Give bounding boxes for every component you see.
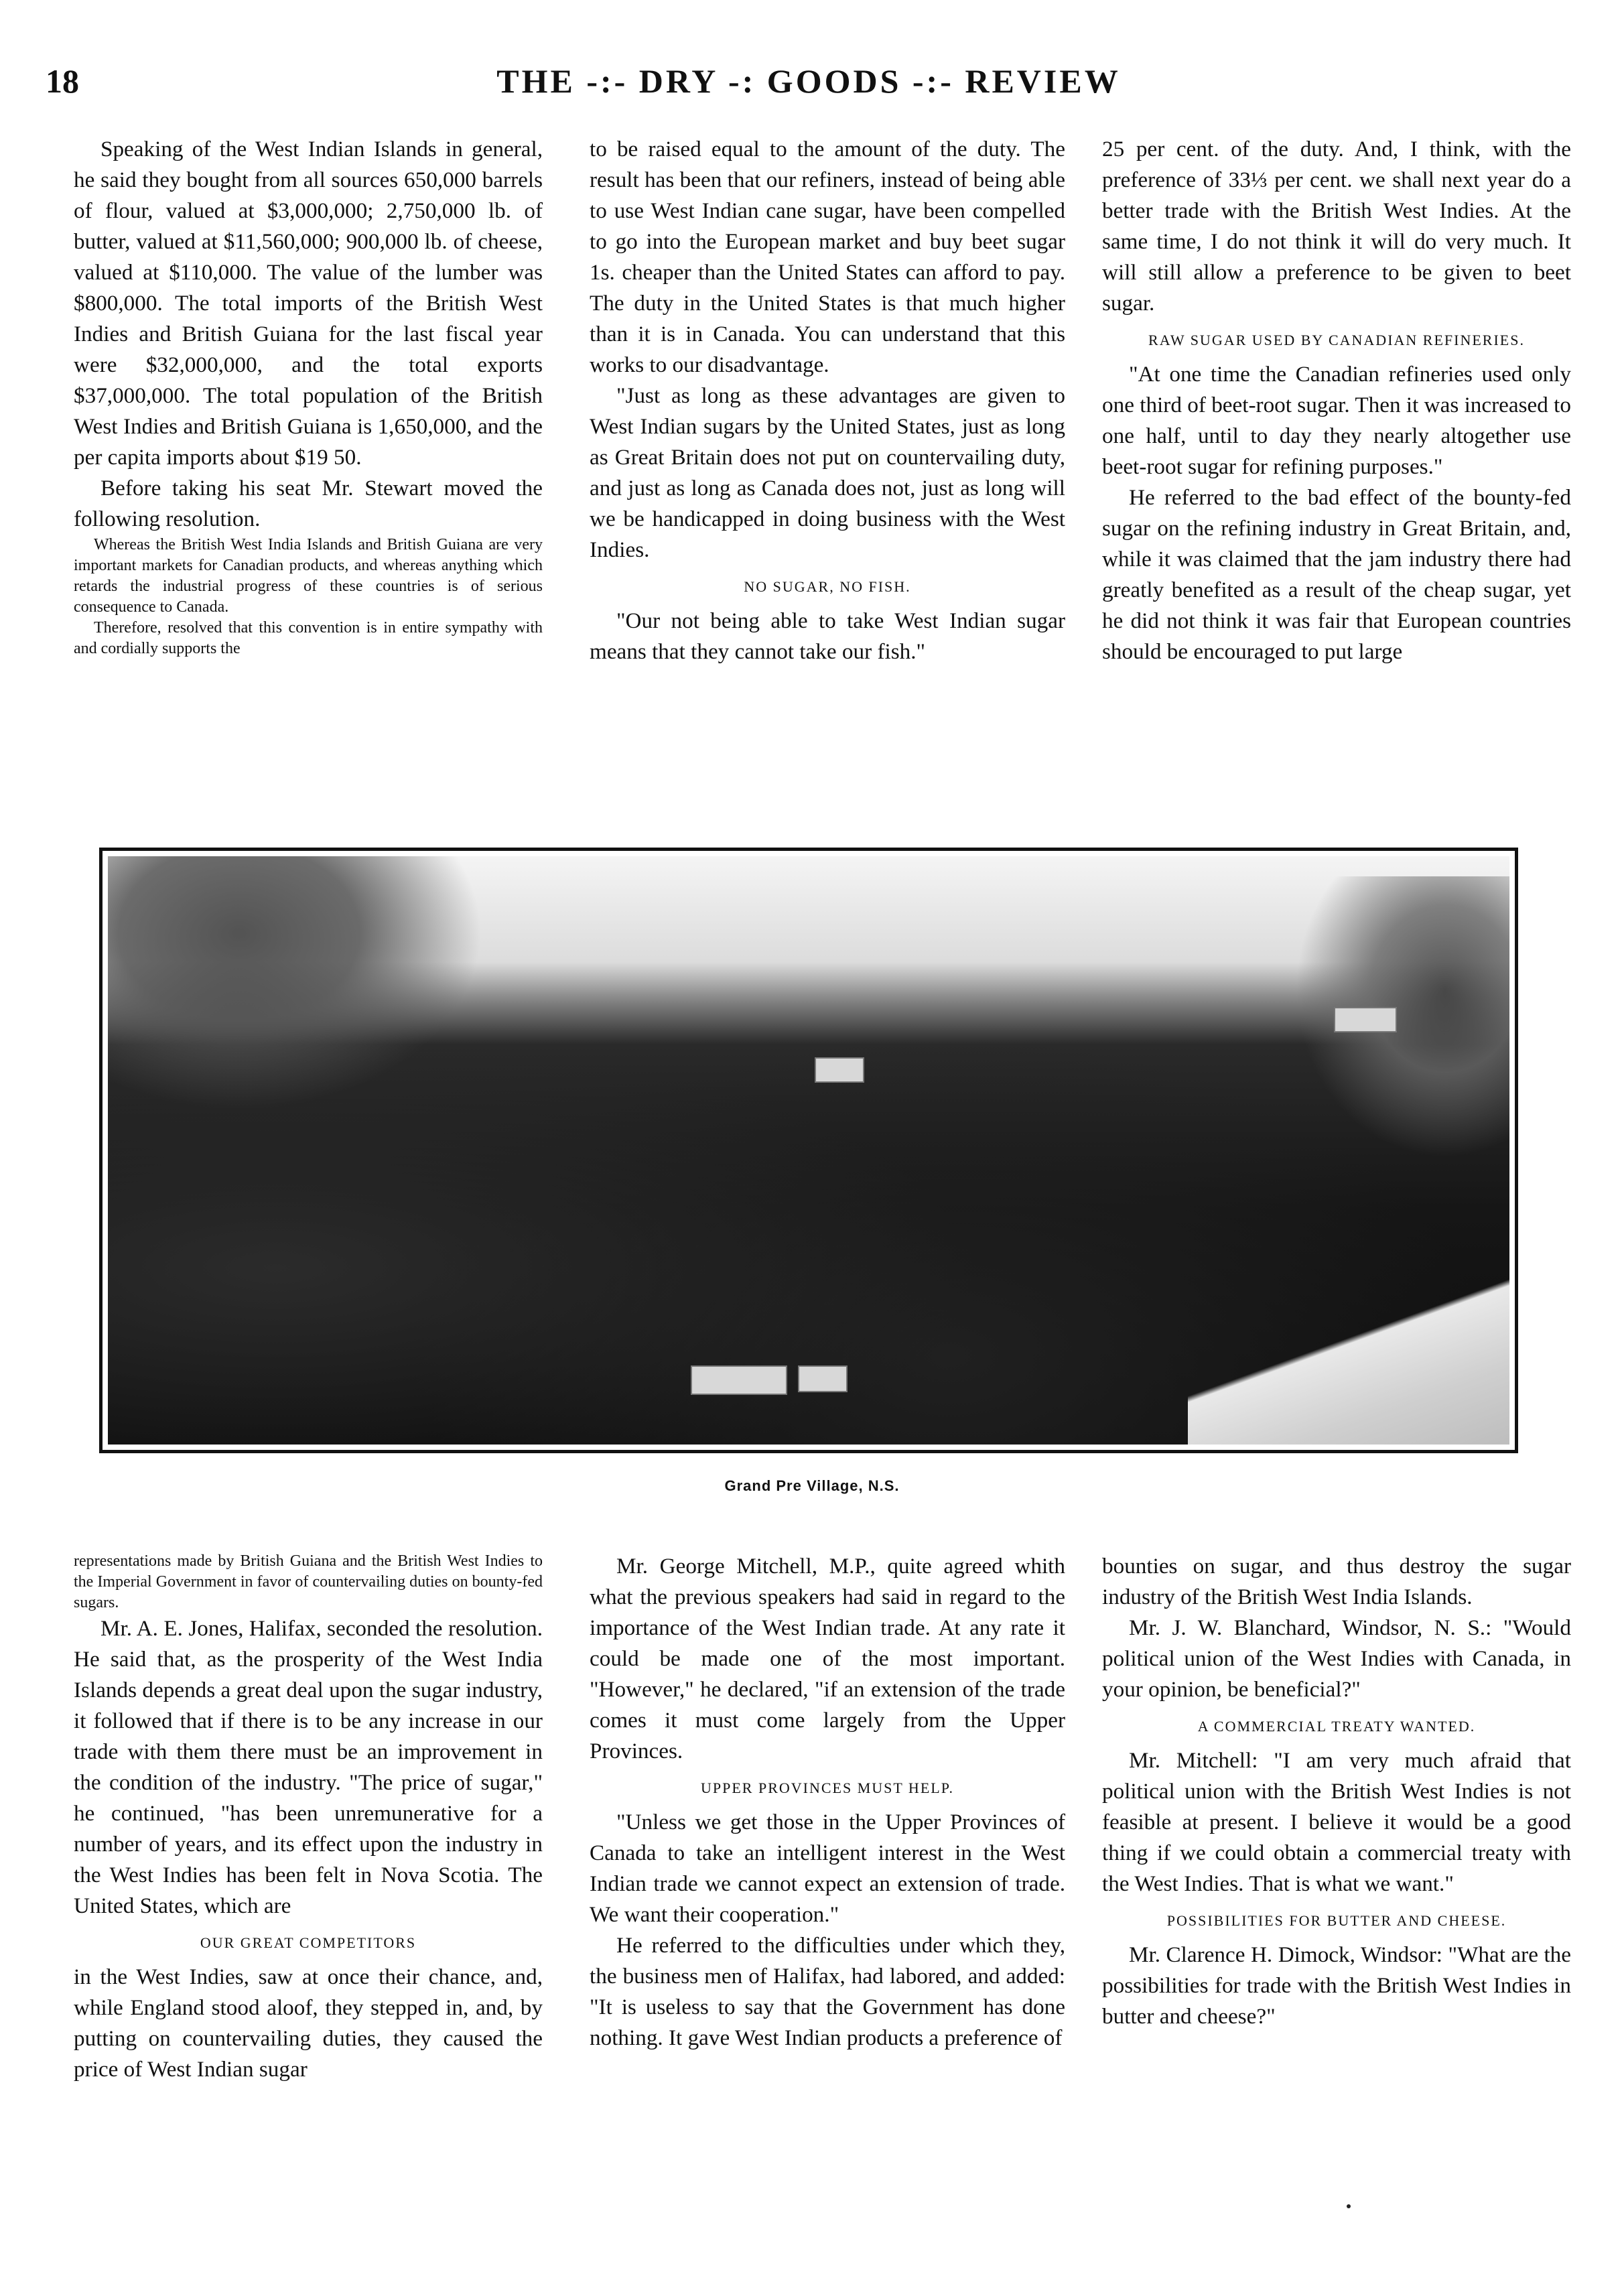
house-shape — [815, 1057, 864, 1083]
house-shape — [798, 1365, 848, 1392]
bottom-column-3 — [1102, 1551, 1571, 2032]
body-paragraph: Mr. A. E. Jones, Halifax, seconded the resolution. He said that, as the prosperity of the West India Islands depends a great deal upon the sugar industry, it followed that if there is to be any increase in our trade with them there must be an improvement in the condition of the industry. "The price of sugar," he continued, "has been unremunerative for a number of years, and its effect upon the industry in the West Indies has been felt in Nova Scotia. The United States, which are — [74, 1616, 543, 1918]
page-header — [46, 62, 1572, 115]
body-paragraph: Mr. J. W. Blanchard, Windsor, N. S.: "Would political union of the West Indies with Canada, in your opinion, be beneficial?" — [1102, 1615, 1571, 1702]
resolution-text: Therefore, resolved that this convention is in entire sympathy with and cordially supports the — [74, 619, 543, 657]
house-shape — [691, 1365, 787, 1395]
body-paragraph: "Just as long as these advantages are given to West Indian sugars by the United States, just as long as Great Britain does not put on countervailing duty, and just as long as Canada does not, just as long will we be handicapped in doing business with the West Indies. — [590, 383, 1065, 562]
body-paragraph: 25 per cent. of the duty. And, I think, with the preference of 33⅓ per cent. we shall next year do a better trade with the British West Indies. At the same time, I do not think it will do very much. It will still allow a preference to be given to beet sugar. — [1102, 137, 1571, 316]
section-subheading: A COMMERCIAL TREATY WANTED. — [1197, 1718, 1476, 1735]
village-photograph — [99, 848, 1518, 1453]
body-paragraph: to be raised equal to the amount of the duty. The result has been that our refiners, instead of being able to use West Indian cane sugar, have been compelled to go into the European market and buy beet sugar 1s. cheaper than the United States can afford to pay. The duty in the United States is that much higher than it is in Canada. You can understand that this works to our disadvantage. — [590, 137, 1065, 377]
resolution-text: representations made by British Guiana and the British West Indies to the Imperial Government in favor of countervailing duties on bounty-fed sugars. — [74, 1552, 543, 1611]
top-column-1 — [74, 134, 543, 659]
body-paragraph: He referred to the difficulties under which they, the business men of Halifax, had labored, and added: "It is useless to say that the Government has done nothing. It gave West Indian products a preference of — [590, 1933, 1065, 2050]
section-subheading: OUR GREAT COMPETITORS — [200, 1934, 417, 1951]
photo-image — [108, 856, 1509, 1445]
section-subheading: UPPER PROVINCES MUST HELP. — [700, 1780, 954, 1796]
bottom-column-1 — [74, 1551, 543, 2085]
body-paragraph: bounties on sugar, and thus destroy the sugar industry of the British West India Islands. — [1102, 1554, 1571, 1609]
bottom-column-2 — [590, 1551, 1065, 2054]
body-paragraph: "Our not being able to take West Indian sugar means that they cannot take our fish." — [590, 608, 1065, 664]
top-column-3 — [1102, 134, 1571, 667]
resolution-text: Whereas the British West India Islands and British Guiana are very important markets for Canadian products, and whereas anything which retards the industrial progress of these countries is of serious consequence to Canada. — [74, 536, 543, 616]
body-paragraph: Mr. George Mitchell, M.P., quite agreed whith what the previous speakers had said in regard to the importance of the West Indian trade. At any rate it could be made one of the most important. "However," he declared, "if an extension of the trade comes it must come largely from the Upper Provinces. — [590, 1554, 1065, 1763]
section-subheading: NO SUGAR, NO FISH. — [744, 578, 911, 595]
body-paragraph: Mr. Clarence H. Dimock, Windsor: "What are the possibilities for trade with the British West Indies in butter and cheese?" — [1102, 1942, 1571, 2029]
tree-shape — [108, 856, 483, 1111]
body-paragraph: "Unless we get those in the Upper Provinces of Canada to take an intelligent interest in the West Indian trade we cannot expect an extension of trade. We want their cooperation." — [590, 1810, 1065, 1927]
body-paragraph: Speaking of the West Indian Islands in general, he said they bought from all sources 650,000 barrels of flour, valued at $3,000,000; 2,750,000 lb. of butter, valued at $11,560,000; 900,000 lb. of cheese, valued at $110,000. The value of the lumber was $800,000. The total imports of the British West Indies and British Guiana for the last fiscal year were $32,000,000, and the total exports $37,000,000. The total population of the British West Indies and British Guiana is 1,650,000, and the per capita imports about $19 50. — [74, 137, 543, 470]
body-paragraph: Before taking his seat Mr. Stewart moved the following resolution. — [74, 476, 543, 531]
road-shape — [1188, 1244, 1509, 1445]
top-column-2 — [590, 134, 1065, 667]
house-shape — [1334, 1007, 1397, 1032]
tree-shape — [1295, 876, 1509, 1158]
body-paragraph: Mr. Mitchell: "I am very much afraid that political union with the British West Indies is not feasible at present. I believe it would be a good thing if we could obtain a commercial treaty with the West Indies. That is what we want." — [1102, 1748, 1571, 1896]
running-title: THE -:- DRY -: GOODS -:- REVIEW — [496, 62, 1121, 100]
section-subheading: POSSIBILITIES FOR BUTTER AND CHEESE. — [1166, 1912, 1507, 1929]
page-number: 18 — [46, 62, 79, 100]
ornament-dot — [1347, 2204, 1351, 2208]
body-paragraph: in the West Indies, saw at once their chance, and, while England stood aloof, they stepped in, and, by putting on countervailing duties, they caused the price of West Indian sugar — [74, 1964, 543, 2082]
body-paragraph: He referred to the bad effect of the bounty-fed sugar on the refining industry in Great Britain, and, while it was claimed that the jam industry there had greatly benefited as a result of the cheap sugar, yet he did not think it was fair that European countries should be encouraged to put large — [1102, 485, 1571, 664]
photo-caption: Grand Pre Village, N.S. — [724, 1477, 900, 1494]
body-paragraph: "At one time the Canadian refineries used only one third of beet-root sugar. Then it was increased to one half, until to day they nearly altogether use beet-root sugar for refining purposes." — [1102, 362, 1571, 479]
section-subheading: RAW SUGAR USED BY CANADIAN REFINERIES. — [1148, 332, 1525, 348]
